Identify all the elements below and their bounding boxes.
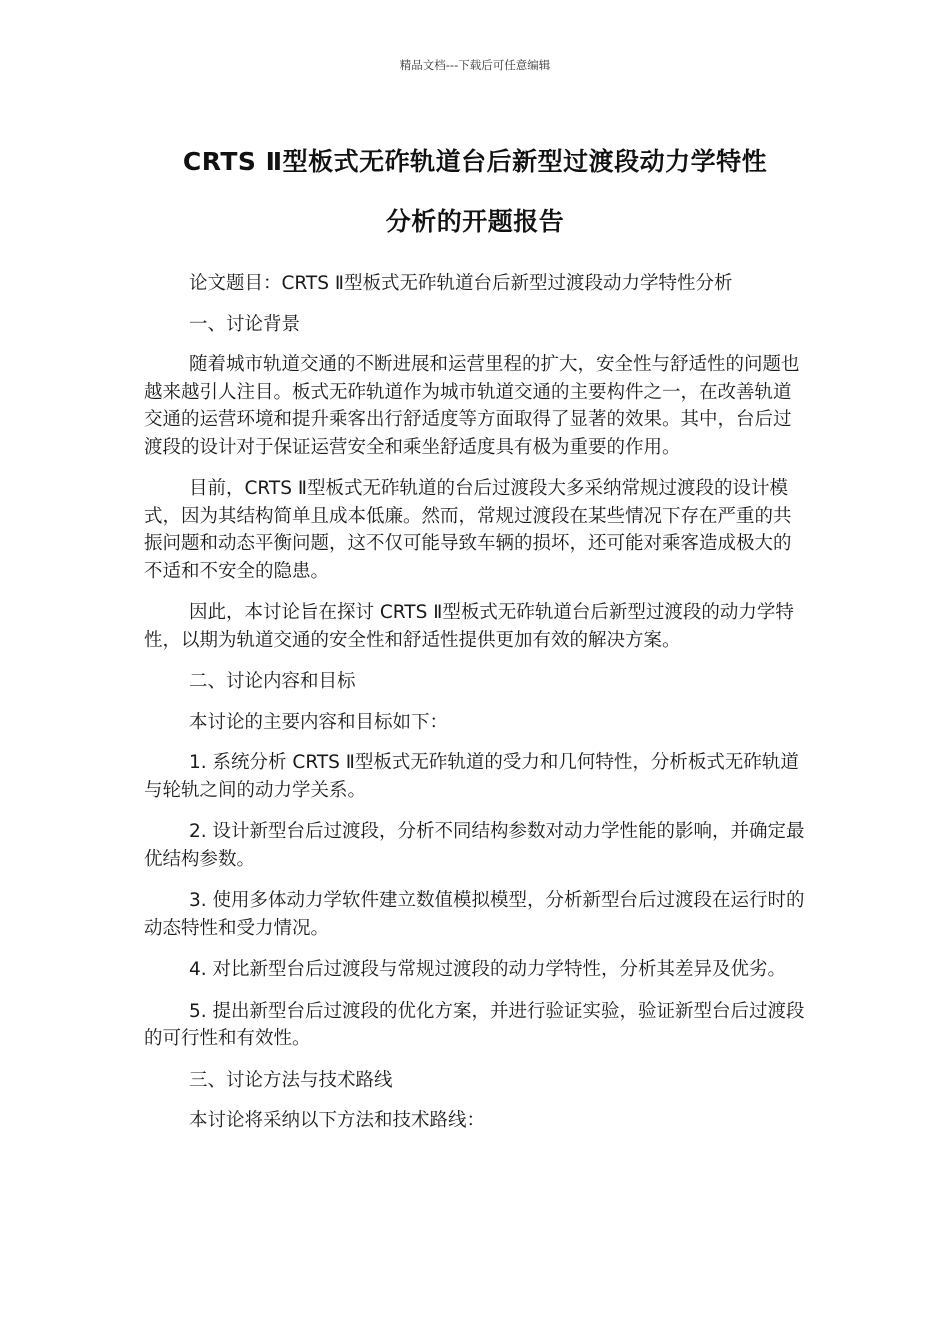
list-item-goal-1: 1. 系统分析 CRTS Ⅱ型板式无砟轨道的受力和几何特性，分析板式无砟轨道与轮轨之间的动力学关系。: [144, 752, 799, 801]
section-heading-background: 一、讨论背景: [189, 313, 301, 335]
section-heading-methods: 三、讨论方法与技术路线: [189, 1069, 393, 1091]
thesis-topic: 论文题目：CRTS Ⅱ型板式无砟轨道台后新型过渡段动力学特性分析: [189, 273, 733, 294]
title-line-1: CRTS Ⅱ型板式无砟轨道台后新型过渡段动力学特性: [182, 147, 768, 176]
page-header-watermark: 精品文档---下载后可任意编辑: [399, 58, 551, 72]
list-item-goal-2: 2. 设计新型台后过渡段，分析不同结构参数对动力学性能的影响，并确定最优结构参数。: [144, 821, 805, 870]
list-item-goal-5: 5. 提出新型台后过渡段的优化方案，并进行验证实验，验证新型台后过渡段的可行性和有效性。: [144, 1000, 805, 1049]
section-heading-content-goals: 二、讨论内容和目标: [189, 671, 356, 692]
paragraph-background-1: 随着城市轨道交通的不断进展和运营里程的扩大，安全性与舒适性的问题也越来越引人注目。板式无砟轨道作为城市轨道交通的主要构件之一，在改善轨道交通的运营环境和提升乘客出行舒适度等方面取得了显著的效果。其中，台后过渡段的设计对于保证运营安全和乘坐舒适度具有极为重要的作用。: [144, 354, 800, 458]
paragraph-methods-intro: 本讨论将采纳以下方法和技术路线：: [189, 1110, 486, 1131]
paragraph-content-intro: 本讨论的主要内容和目标如下：: [189, 711, 449, 733]
title-line-2: 分析的开题报告: [385, 207, 565, 236]
list-item-goal-4: 4. 对比新型台后过渡段与常规过渡段的动力学特性，分析其差异及优劣。: [189, 959, 787, 980]
paragraph-background-3: 因此，本讨论旨在探讨 CRTS Ⅱ型板式无砟轨道台后新型过渡段的动力学特性，以期为轨道交通的安全性和舒适性提供更加有效的解决方案。: [144, 602, 794, 651]
list-item-goal-3: 3. 使用多体动力学软件建立数值模拟模型，分析新型台后过渡段在运行时的动态特性和受力情况。: [144, 890, 805, 939]
document-title: [100, 132, 850, 252]
document-body: [144, 270, 808, 1148]
paragraph-background-2: 目前，CRTS Ⅱ型板式无砟轨道的台后过渡段大多采纳常规过渡段的设计模式，因为其结构简单且成本低廉。然而，常规过渡段在某些情况下存在严重的共振问题和动态平衡问题，这不仅可能导致车辆的损坏，还可能对乘客造成极大的不适和不安全的隐患。: [144, 478, 792, 582]
